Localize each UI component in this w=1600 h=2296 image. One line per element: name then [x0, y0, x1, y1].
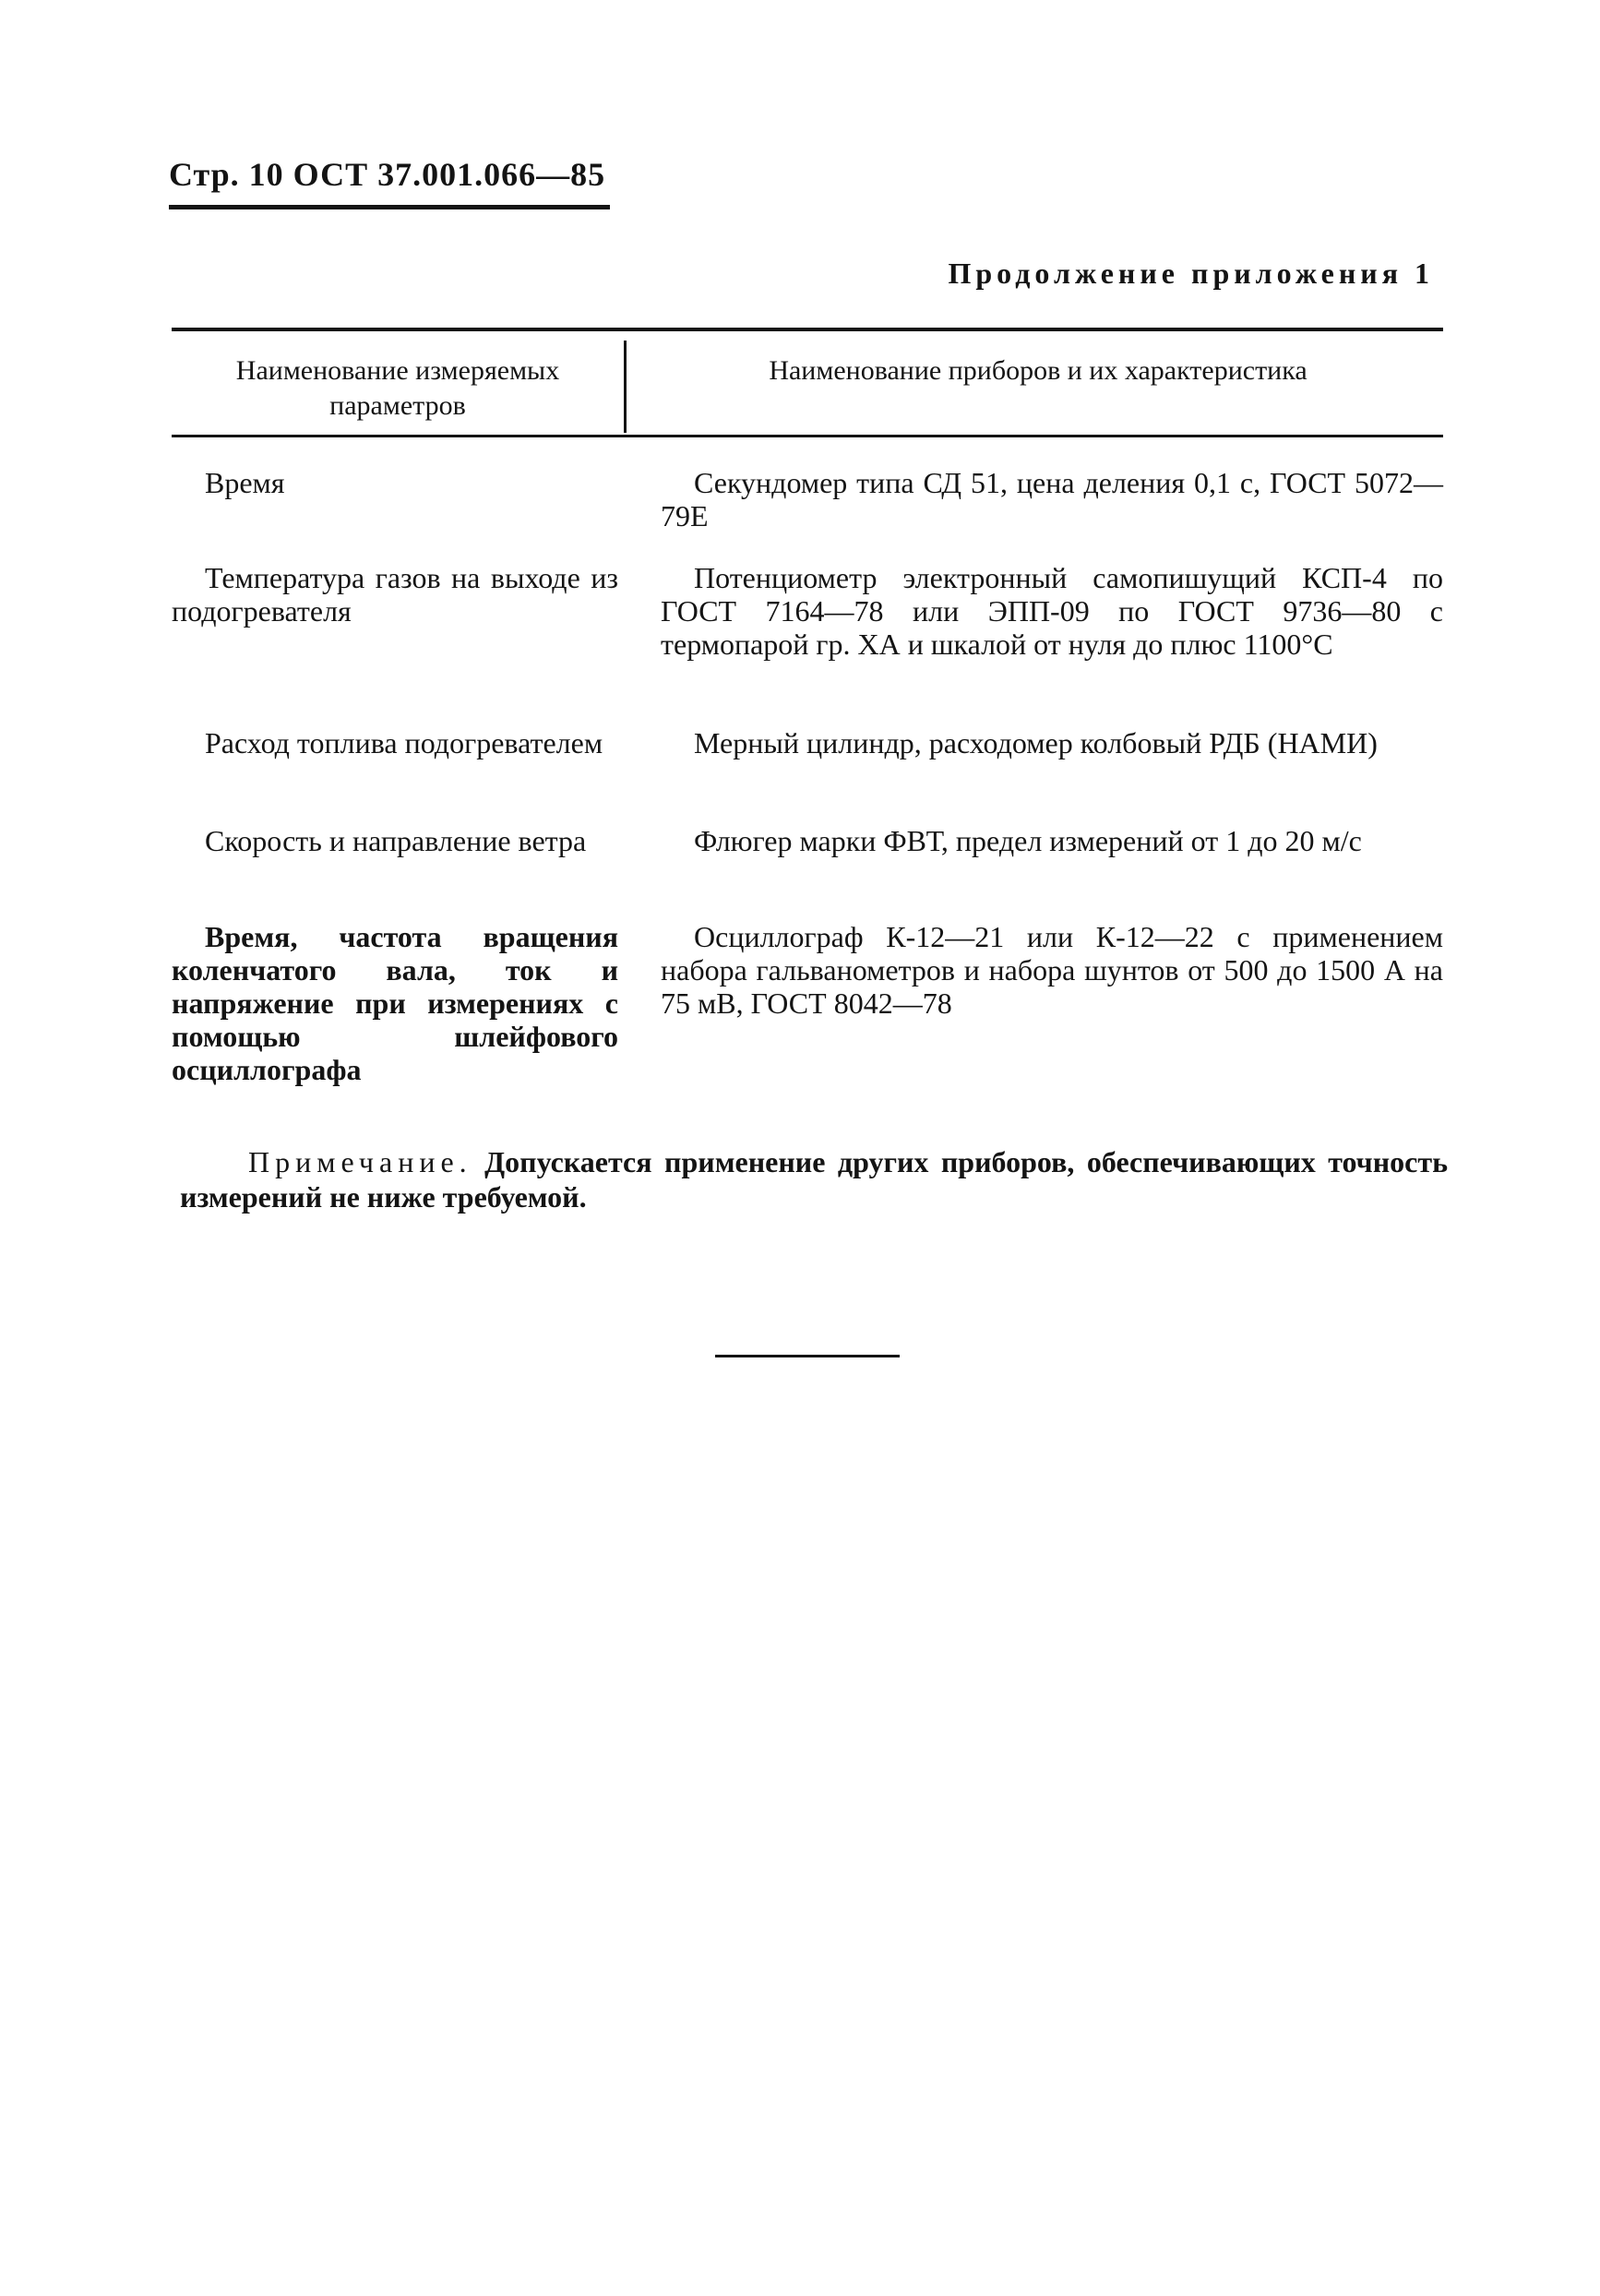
note-text: Допускается применение других приборов, обеспечивающих точность измерений не ниже требуемой. — [180, 1145, 1449, 1214]
instrument-cell: Флюгер марки ФВТ, предел измерений от 1 до 20 м/с — [694, 824, 1362, 857]
column-header-instruments: Наименование приборов и их характеристика — [769, 355, 1307, 386]
column-header-parameters: Наименование измеряемых параметров — [235, 355, 560, 421]
end-rule — [715, 1355, 900, 1357]
note-label: Примечание. — [248, 1145, 472, 1178]
header-rule — [169, 205, 610, 209]
parameter-cell: Расход топлива подогревателем — [205, 726, 603, 759]
instrument-cell: Потенциометр электронный самопишущий КСП-4 по ГОСТ 7164—78 или ЭПП-09 по ГОСТ 9736—80 с термопарой гр. ХА и шкалой от нуля до плюс 1100°С — [661, 561, 1443, 661]
instrument-cell: Мерный цилиндр, расходомер колбовый РДБ (НАМИ) — [694, 726, 1378, 759]
page-header: Стр. 10 ОСТ 37.001.066—85 — [169, 156, 606, 193]
table-header-rule — [172, 435, 1443, 437]
parameter-cell: Время, частота вращения коленчатого вала, ток и напряжение при измерениях с помощью шлейфового осциллографа — [172, 920, 618, 1086]
appendix-continuation-title: Продолжение приложения 1 — [948, 257, 1434, 290]
parameter-cell: Температура газов на выходе из подогревателя — [172, 561, 618, 628]
instrument-cell: Осциллограф К-12—21 или К-12—22 с применением набора гальванометров и набора шунтов от 500 до 1500 А на 75 мВ, ГОСТ 8042—78 — [661, 920, 1443, 1020]
instrument-cell: Секундомер типа СД 51, цена деления 0,1 с, ГОСТ 5072—79Е — [661, 466, 1443, 532]
note-paragraph — [180, 1144, 1448, 1214]
column-separator — [624, 341, 627, 433]
parameter-cell: Время — [205, 466, 285, 499]
parameter-cell: Скорость и направление ветра — [205, 824, 587, 857]
table-top-rule — [172, 328, 1443, 331]
